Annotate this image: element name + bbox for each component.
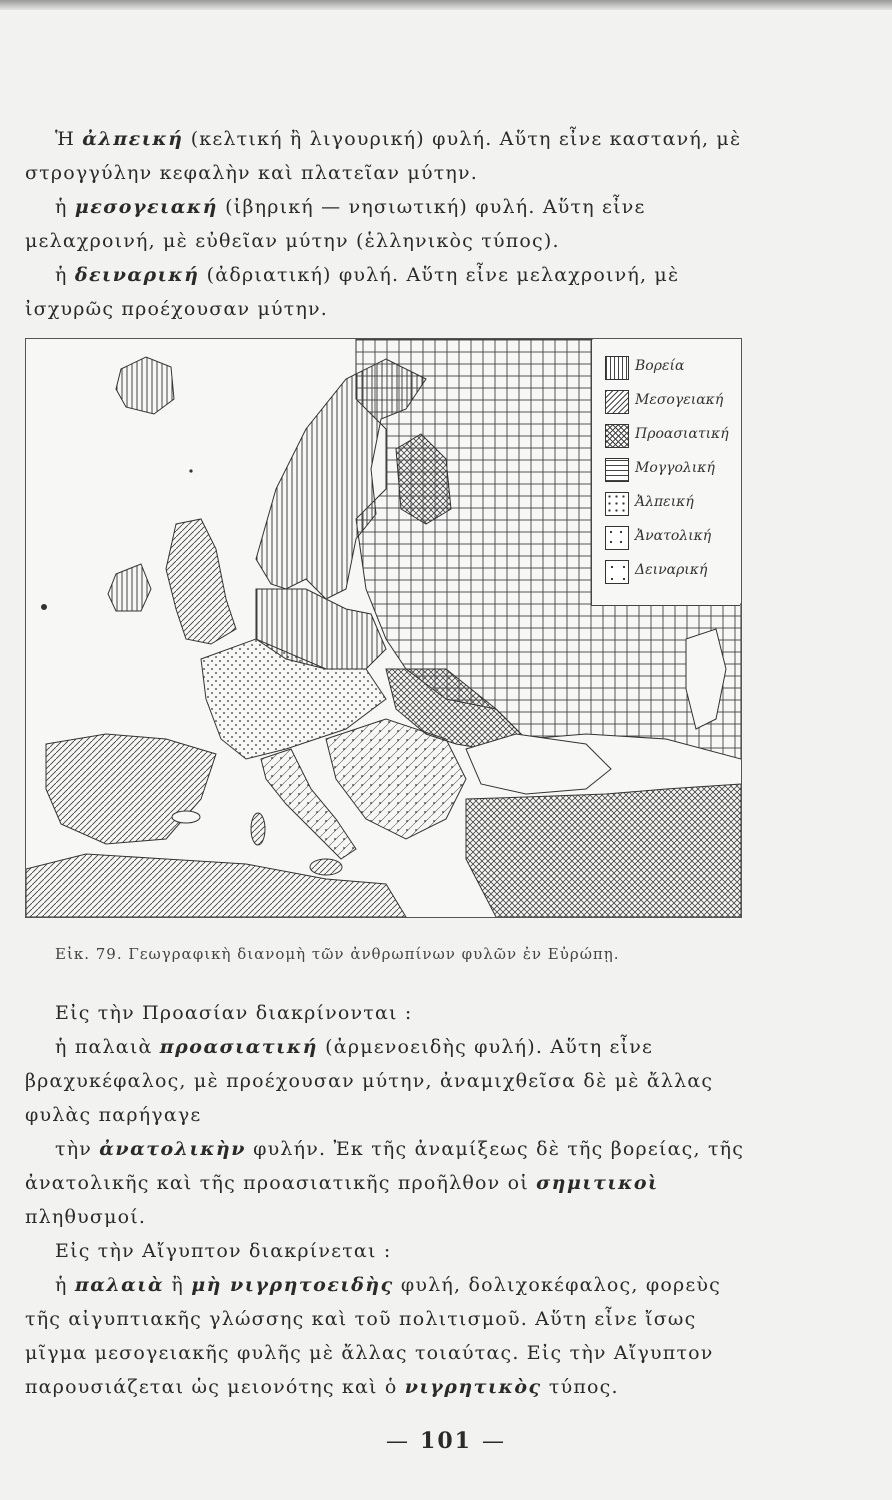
page-number: — 101 —	[386, 1428, 506, 1454]
paragraph-bottom	[25, 1132, 760, 1234]
paragraph-bottom	[25, 1234, 760, 1268]
text-run: ἡ παλαιὰ	[55, 1036, 160, 1058]
legend-swatch	[605, 424, 629, 448]
text-run: ἢ	[164, 1274, 192, 1296]
legend-item: Δειναρική	[605, 560, 735, 584]
bold-term: σημιτικοὶ	[536, 1172, 659, 1194]
paragraph-bottom	[25, 1268, 760, 1404]
legend-item: Μογγολική	[605, 458, 735, 482]
text-run: τύπος.	[541, 1376, 619, 1398]
region-anatolia	[466, 784, 741, 917]
legend-swatch	[605, 560, 629, 584]
bold-term: ἀνατολικὴν	[99, 1138, 246, 1160]
text-run: φυλή, δολιχοκέφαλος, φορεὺς τῆς αἰγυπτιακῆς γλώσσης καὶ τοῦ πολιτισμοῦ. Αὕτη εἶνε ἴσως μῖγμα μεσογειακῆς φυλῆς μὲ ἄλλας τοιαύτας. Εἰς τὴν Αἴγυπτον παρουσιάζεται ὡς μειονότης καὶ ὁ	[25, 1274, 721, 1398]
legend-item: Προασιατική	[605, 424, 735, 448]
bold-term: νιγρητικὸς	[404, 1376, 542, 1398]
paragraph-dinaric: ἡ δειναρική (ἀδριατική) φυλή. Αὕτη εἶνε μελαχροινή, μὲ ἰσχυρῶς προέχουσαν μύτην.	[25, 264, 680, 320]
legend-item: Βορεία	[605, 356, 735, 380]
text-run: τὴν	[55, 1138, 100, 1160]
island-balearic	[172, 811, 200, 823]
legend-swatch	[605, 526, 629, 550]
figure-caption: Εἰκ. 79. Γεωγραφικὴ διανομὴ τῶν ἀνθρωπίνων φυλῶν ἐν Εὐρώπῃ.	[55, 945, 620, 963]
text-run: πληθυσμοί.	[25, 1206, 147, 1228]
text-run: (ἀρμενοειδὴς φυλή). Αὕτη εἶνε βραχυκέφαλος, μὲ προέχουσαν μύτην, ἀναμιχθεῖσα δὲ μὲ ἄλλας φυλὰς παρήγαγε	[25, 1036, 714, 1126]
paragraph-alpine: Ἡ ἀλπεική (κελτική ἢ λιγουρική) φυλή. Αὕτη εἶνε καστανή, μὲ στρογγύλην κεφαλὴν καὶ πλατεῖαν μύτην.	[25, 128, 742, 184]
legend-swatch	[605, 356, 629, 380]
text-run: Εἰς τὴν Προασίαν διακρίνονται :	[55, 1002, 413, 1024]
bold-term: προασιατική	[159, 1036, 318, 1058]
island-sicily	[310, 859, 342, 875]
legend-item: Ἀλπεική	[605, 492, 735, 516]
legend-swatch	[605, 458, 629, 482]
map-dot	[189, 469, 192, 472]
legend-swatch	[605, 492, 629, 516]
legend-item: Ἀνατολική	[605, 526, 735, 550]
text-run: φυλήν. Ἐκ τῆς ἀναμίξεως δὲ τῆς βορείας, τῆς ἀνατολικῆς καὶ τῆς προασιατικῆς προῆλθον οἱ	[25, 1138, 745, 1194]
term-dinaric: δειναρική	[74, 264, 200, 286]
legend-item: Μεσογειακή	[605, 390, 735, 414]
paragraph-bottom	[25, 1030, 760, 1132]
text-run: Εἰς τὴν Αἴγυπτον διακρίνεται :	[55, 1240, 392, 1262]
bold-term: παλαιὰ	[74, 1274, 165, 1296]
paragraph-mediterranean: ἡ μεσογειακή (ἰβηρική — νησιωτική) φυλή. Αὕτη εἶνε μελαχροινή, μὲ εὐθεῖαν μύτην (ἑλληνικὸς τύπος).	[25, 196, 646, 252]
page-edge	[0, 0, 892, 10]
text-run: ἡ	[55, 1274, 75, 1296]
legend-swatch	[605, 390, 629, 414]
map-dot	[41, 604, 47, 610]
bold-term: μὴ νιγρητοειδὴς	[191, 1274, 394, 1296]
map-legend	[591, 340, 740, 606]
term-mediterranean: μεσογειακή	[74, 196, 218, 218]
term-alpine: ἀλπεική	[82, 128, 184, 150]
paragraph-bottom	[25, 996, 760, 1030]
island-sardinia	[251, 813, 265, 845]
